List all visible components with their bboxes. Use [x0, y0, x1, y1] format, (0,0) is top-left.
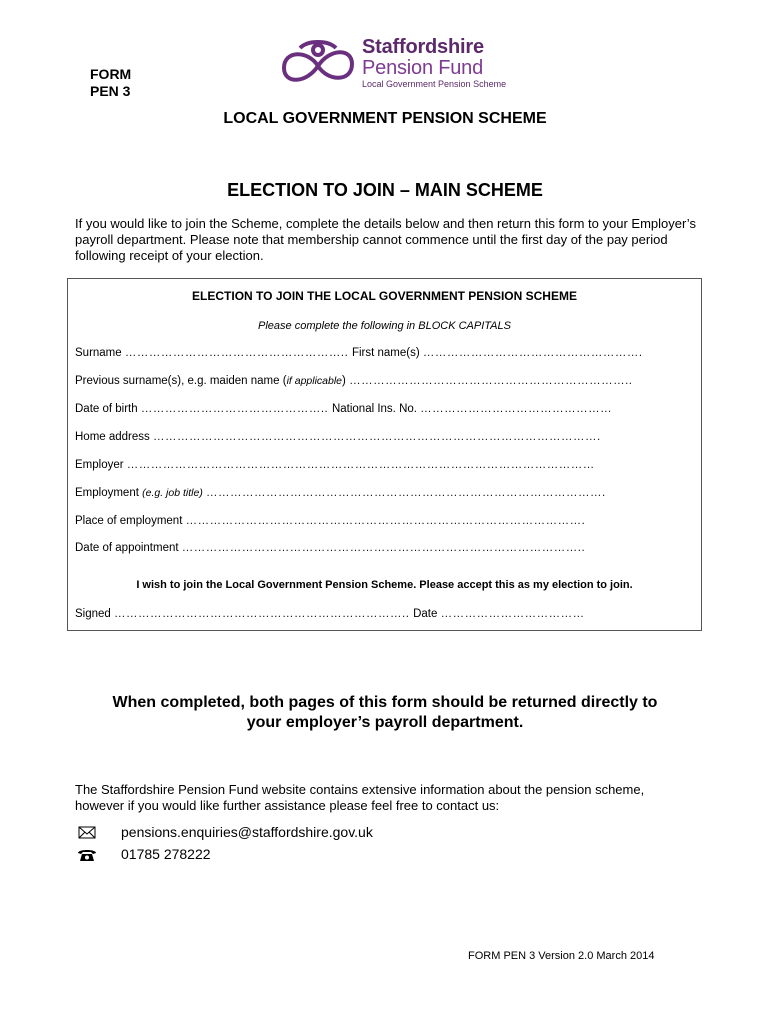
intro-paragraph: If you would like to join the Scheme, complete the details below and then return this form to your Employer’s payroll department. Please note that membership cannot commence until the first day of the pay period following receipt of your election.	[75, 216, 696, 263]
phone-number[interactable]: 01785 278222	[121, 846, 211, 862]
home-address-label: Home address	[75, 431, 150, 443]
dob-ni-row[interactable]: Date of birth ……………………………………….. National Ins. No. …………………………………………	[75, 403, 613, 415]
phone-contact	[75, 846, 211, 863]
election-form-box	[67, 278, 702, 631]
dob-label: Date of birth	[75, 403, 138, 415]
email-contact	[75, 824, 373, 841]
box-title: ELECTION TO JOIN THE LOCAL GOVERNMENT PENSION SCHEME	[192, 289, 577, 303]
date-of-appointment-label: Date of appointment	[75, 542, 179, 554]
home-address-row[interactable]: Home address ………………………………………………………………………………………………….	[75, 431, 601, 443]
box-instruction: Please complete the following in BLOCK CAPITALS	[258, 320, 511, 332]
employer-label: Employer	[75, 459, 124, 471]
declaration-text: I wish to join the Local Government Pension Scheme. Please accept this as my election to join.	[136, 579, 633, 591]
form-code-line1: FORM	[90, 66, 132, 82]
employer-row[interactable]: Employer ………………………………………………………………………………………………………	[75, 459, 595, 471]
previous-surname-row[interactable]: Previous surname(s), e.g. maiden name (if applicable) ……………………………………………………………..	[75, 375, 633, 387]
return-instruction-line2: your employer’s payroll department.	[246, 714, 524, 731]
logo-line3: Local Government Pension Scheme	[362, 79, 507, 89]
place-of-employment-row[interactable]: Place of employment ……………………………………………………………………………………….	[75, 515, 586, 527]
first-name-label: First name(s)	[351, 347, 420, 359]
scheme-heading: LOCAL GOVERNMENT PENSION SCHEME	[223, 110, 547, 127]
form-title: ELECTION TO JOIN – MAIN SCHEME	[227, 180, 543, 200]
form-code	[90, 66, 131, 100]
logo-line1: Staffordshire	[362, 36, 484, 58]
employment-hint: (e.g. job title)	[142, 487, 203, 499]
signature-row[interactable]: Signed ……………………………………………………………….. Date ………………………………	[75, 608, 585, 620]
return-instruction-line1: When completed, both pages of this form should be returned directly to	[112, 694, 658, 711]
employment-row[interactable]: Employment (e.g. job title) ……………………………………………………………………………………….	[75, 487, 606, 499]
previous-surname-hint: if applicable	[286, 375, 343, 387]
staffordshire-knot-icon	[278, 38, 358, 88]
envelope-icon	[75, 825, 99, 841]
assistance-paragraph: The Staffordshire Pension Fund website contains extensive information about the pension scheme, however if you would like further assistance please feel free to contact us:	[75, 782, 645, 813]
logo-line2: Pension Fund	[362, 57, 484, 79]
signed-label: Signed	[75, 608, 111, 620]
ni-number-label: National Ins. No.	[331, 403, 417, 415]
date-of-appointment-row[interactable]: Date of appointment ………………………………………………………………………………………..	[75, 542, 586, 554]
footer-version: FORM PEN 3 Version 2.0 March 2014	[468, 950, 655, 962]
date-label: Date	[413, 608, 438, 620]
surname-label: Surname	[75, 347, 122, 359]
staffordshire-logo	[278, 36, 518, 92]
telephone-icon	[75, 847, 99, 863]
previous-surname-label: Previous surname(s), e.g. maiden name (	[75, 375, 287, 387]
return-instruction	[0, 693, 770, 733]
email-link[interactable]: pensions.enquiries@staffordshire.gov.uk	[121, 824, 373, 840]
surname-first-name-row[interactable]: Surname ……………………………………………….. First name(s) ……………………………………………….	[75, 347, 643, 359]
form-code-line2: PEN 3	[90, 83, 131, 99]
place-of-employment-label: Place of employment	[75, 515, 183, 527]
employment-label: Employment	[75, 487, 139, 499]
